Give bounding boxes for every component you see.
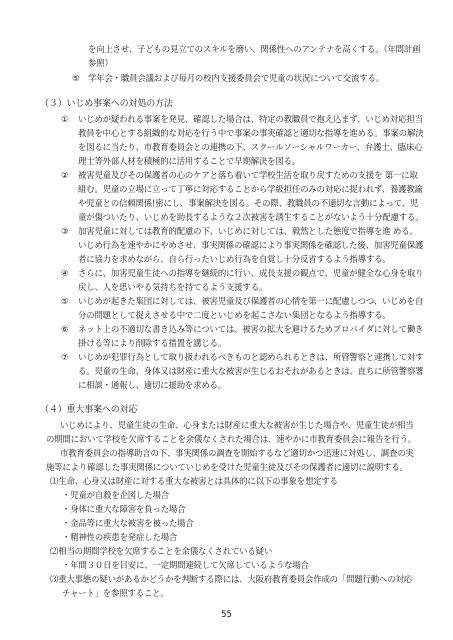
s3-i3-l1: 加害児童に対しては教育的配慮の下、いじめに対しては、毅然とした態度で指導を進 める。 (78, 226, 418, 236)
section-4-heading: （４）重大事案への対応 (40, 405, 138, 415)
s4-sub2-bullet: ・年間３０日を目安に、一定期間連続して欠席しているような場合 (62, 560, 309, 570)
s4-sub3-l2: チャート」を参照すること。 (62, 588, 169, 598)
top-line-1: を向上させ、子どもの見立てのスキルを磨い、関係性へのアンテナを高くする。（年間計画 (88, 44, 421, 54)
top-item-5: 学年会・職員会議および毎月の校内支援委員会で児童の状況について交流する。 (88, 73, 384, 83)
s3-i5-l2: 分の問題として捉えさせる中で二度といじめを起こさない集団となるよう指導する。 (78, 310, 391, 320)
s3-i6-l2: 掛ける等により削除する措置を講じる。 (78, 338, 227, 348)
s3-i2-l3: や児童との信頼関係!密にし、事案解決を図る。その際、教職員の不適切な言動によって、児 (78, 198, 419, 208)
s3-i3-l2: いじめ行為を速やかにやめさせ、事実関係の確認により事実関係を確認した後、加害児童保護 (78, 240, 424, 250)
s4-bullet-3: ・金品等に重大な被害を被った場合 (62, 518, 194, 528)
s3-i6-l1: ネット上の不適切な書き込み等については、被害の拡大を避けるためプロバイダに対して働き (78, 324, 424, 334)
item-number: ① (61, 114, 69, 124)
s3-i7-l2: る。児童の生命、身体又は財産に重大な被害が生じるおそれがあるときは、直ちに所管警察署 (78, 366, 424, 376)
item-number: ④ (61, 268, 69, 278)
s3-i4-l2: 戻し、人を思いやる気持ちを持てるよう支援する。 (78, 282, 268, 292)
s4-sub2: ⑵相当の期間学校を欠席することを余儀なくされている疑い (50, 546, 273, 556)
s3-i2-l4: 童が傷ついたり、いじめを助長するような２次被害を誘生することがないよう十分配慮する。 (78, 212, 424, 222)
item-number: ⑦ (61, 352, 69, 362)
s3-i2-l1: 被害児童及びその保護者の心のケアと落ち着いて学校生活を取り戻すための支援を 第一に取 (78, 170, 418, 180)
s3-i1-l4: 理士等外部人材を積極的に活用することで早期解決を図る。 (78, 156, 301, 166)
item-number: ⑤ (61, 296, 69, 306)
item-number: ③ (61, 226, 69, 236)
s3-i5-l1: いじめが起きた集団に対しては、被害児童及び保護者の心情を第一に配慮しつつ、いじめを自 (78, 296, 424, 306)
s3-i1-l3: を図るに当たり、市教育委員会との連携の下、スクールソーシャルワーカー、弁護士、臨床心 (78, 142, 423, 152)
item-number: ⑥ (61, 324, 69, 334)
s4-sub3-l1: ⑶重大事態の疑いがあるかどうかを判断する際には、大阪府教育委員会作成の「問題行動への対応 (50, 574, 412, 584)
s4-para-l3: 市教育委員会の指導助言の下、事実関係の調査を開始するなど適切かつ迅速に対処し、調査の実 (60, 448, 414, 458)
s3-i2-l2: 組む。児童の立場に立って丁寧に対応することから学級担任のみの対応に捉われず、養護教諭 (78, 184, 423, 194)
s3-i1-l1: いじめが疑われる事案を発見、確認した場合は、特定の教職員で抱え込まず、いじめ対応担当 (78, 114, 423, 124)
s3-i7-l1: いじめが犯罪行為として取り扱われるべきものと認められるときは、所管警察と連携して対す (78, 352, 424, 362)
s4-sub1: ⑴生命、心身又は財産に対する重大な被害とは具体的に以下の事象を想定する (50, 476, 338, 486)
s4-para-l1: いじめにより、児童生徒の生命、心身または財産に重大な被害が生じた場合や、児童生徒が相当 (60, 420, 414, 430)
page-number: 55 (221, 610, 232, 620)
s3-i3-l3: 者に協力を求めながら、自ら行ったいじめ行為を自覚し十分反省するよう指導する。 (78, 254, 391, 264)
top-line-2: 参照） (88, 58, 113, 68)
s4-para-l4: 施等により確認した事実関係についていじめを受けた児童生徒及びその保護者に適切に説明する。 (46, 462, 408, 472)
s3-i7-l3: に相談・通報し、適切に援助を求める。 (78, 380, 227, 390)
section-3-heading: （３）いじめ事案への対処の方法 (40, 99, 173, 109)
s4-bullet-1: ・児童が自殺を企図した場合 (62, 490, 169, 500)
item-number: ⑤ (72, 73, 80, 83)
s3-i1-l2: 教員を中心とする組織的な対応を行う中で事案の事実確認と適切な指導を進める。事案の解決 (78, 128, 424, 138)
s4-bullet-4: ・精神性の疾患を発症した場合 (62, 532, 178, 542)
s3-i4-l1: さらに、加害児童生徒への指導を継続的に行い、成長支援の観点で、児童が健全な心身を取り (78, 268, 424, 278)
item-number: ② (61, 170, 69, 180)
s4-bullet-2: ・身体に重大な障害を負った場合 (62, 504, 186, 514)
s4-para-l2: の期間において学校を欠席することを余儀なくされた場合は、速やかに市教育委員会に報告を行う。 (46, 434, 417, 444)
